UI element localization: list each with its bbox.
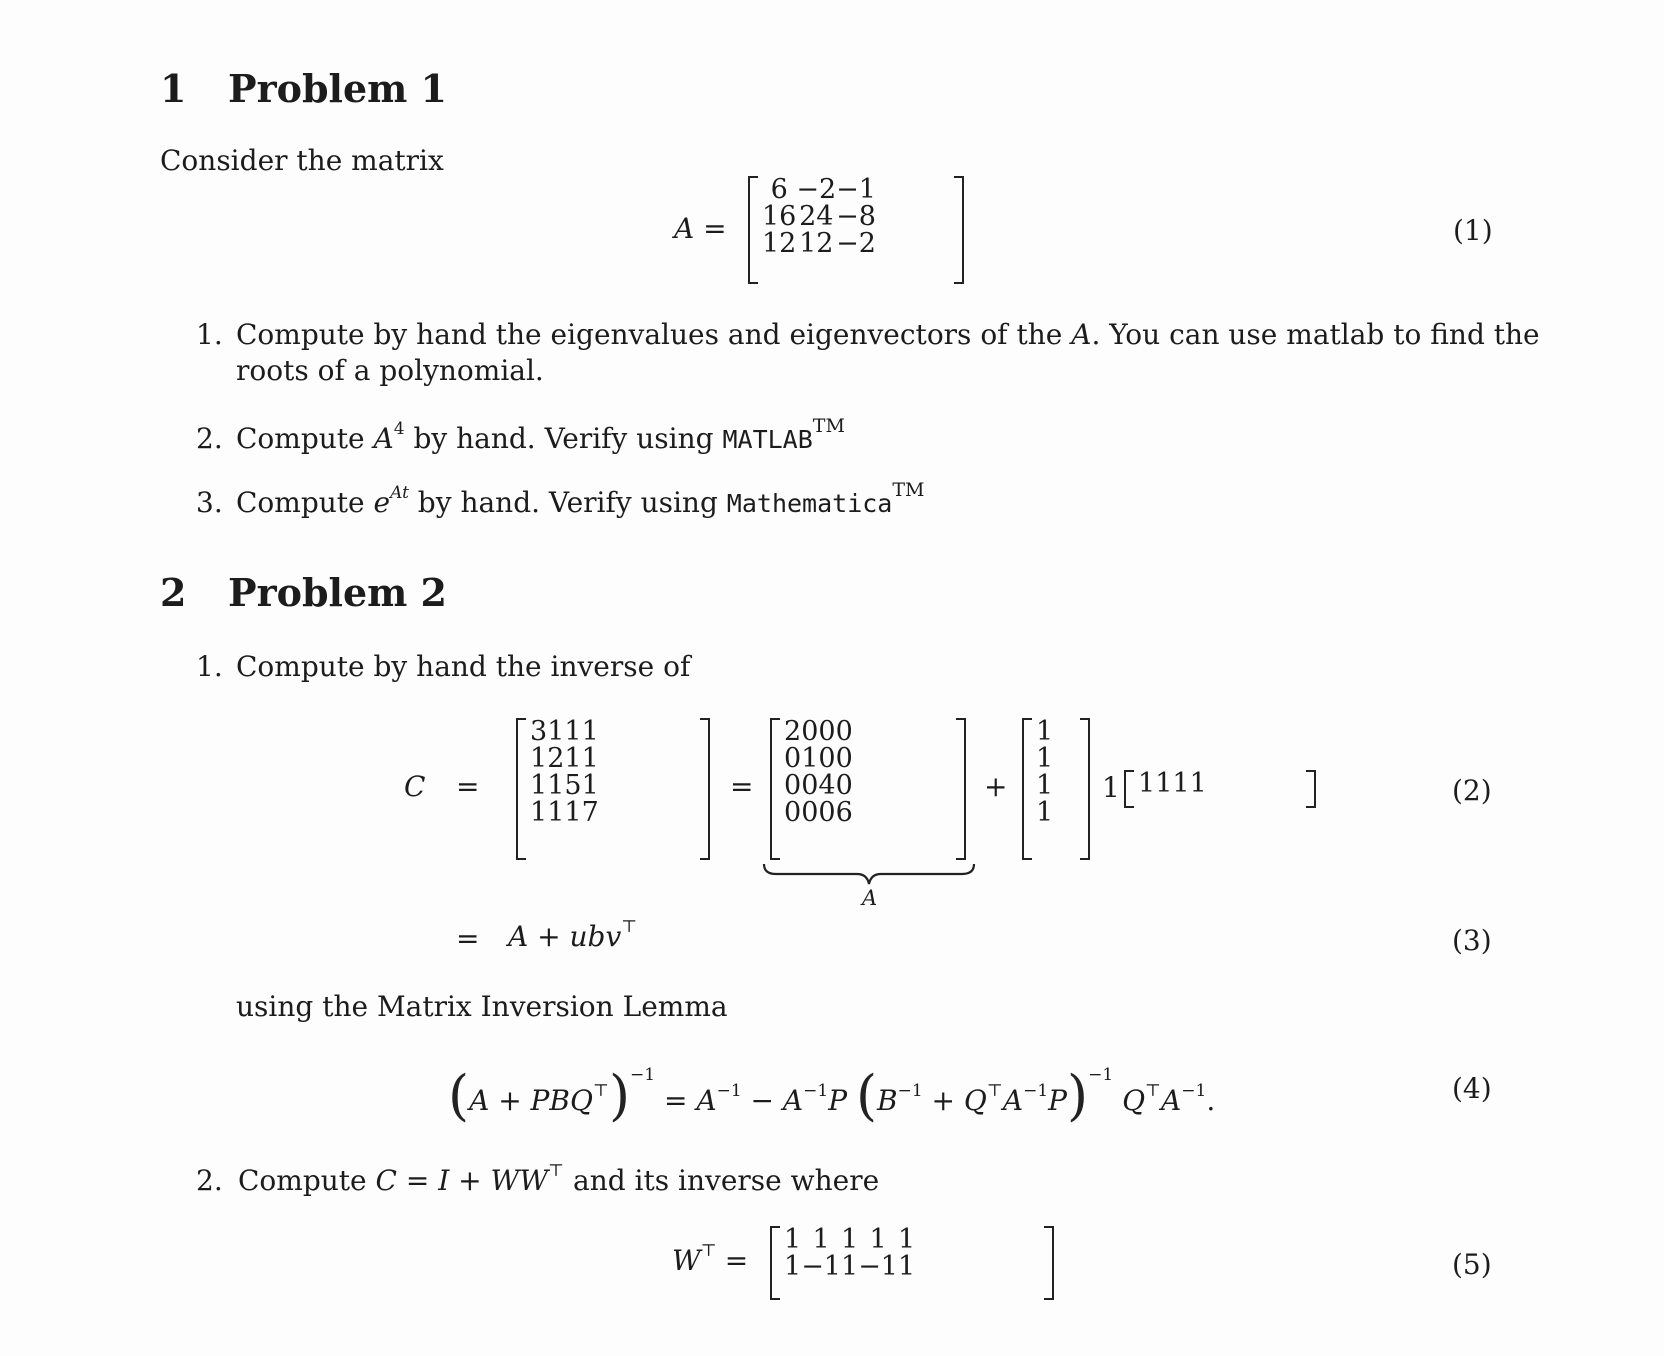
eq4-lhs-exp: −1 (630, 1065, 656, 1085)
eq1-matrix-table (762, 176, 876, 257)
s1-item3-tm: TM (892, 479, 925, 501)
s2-item1-number: 1. (196, 650, 223, 683)
matrix-cell: 0 (818, 743, 836, 774)
eq4-inner2-transpose: ⊤ (986, 1081, 1003, 1101)
eq5-number: (5) (1452, 1248, 1492, 1281)
s1-item2-tm: TM (812, 415, 845, 437)
eq4-rhs2-exp: −1 (803, 1081, 829, 1101)
s1-item1-line2: roots of a polynomial. (236, 354, 544, 387)
eq4-paren-close: ) (608, 1064, 631, 1127)
s1-item3-code: Mathematica (726, 489, 893, 518)
eq5-w: W (672, 1244, 701, 1277)
s1-item3-text (236, 479, 925, 519)
matrix-cell: 0 (801, 716, 819, 747)
s2-item2-number: 2. (196, 1164, 223, 1197)
matrix-cell: 1 (801, 743, 819, 774)
matrix-cell: 1 (869, 1224, 887, 1255)
matrix-cell: 0 (784, 797, 802, 828)
s1-item3-b: by hand. Verify using (408, 486, 727, 519)
matrix-cell: 5 (564, 770, 582, 801)
eq4-tail2: A (1161, 1084, 1182, 1117)
matrix-cell: −8 (836, 201, 876, 232)
eq4-rhs2b: P (828, 1084, 848, 1117)
matrix-cell: 1 (898, 1251, 916, 1282)
s1-item2-exp: 4 (393, 419, 405, 439)
eq3-transpose: ⊤ (621, 917, 638, 937)
s1-item1-text-a: Compute by hand the eigenvalues and eigenvectors of the (236, 318, 1072, 351)
eq2-equals-2: = (730, 770, 754, 803)
section-2-title: Problem 2 (228, 570, 448, 615)
s1-item2-number: 2. (196, 422, 223, 455)
eq4-paren-open: ( (448, 1064, 470, 1127)
s1-item2-b: by hand. Verify using (404, 422, 723, 455)
matrix-cell: −1 (858, 1251, 898, 1282)
eq3-rhs (508, 917, 638, 953)
matrix-cell: 1 (1155, 768, 1173, 799)
matrix-cell: 0 (801, 797, 819, 828)
matrix-cell: 1 (530, 797, 548, 828)
matrix-cell: 1 (841, 1251, 859, 1282)
matrix-cell: 1 (564, 716, 582, 747)
s1-item2-var: A (373, 422, 394, 455)
matrix-cell: −1 (836, 174, 876, 205)
eq2-number: (2) (1452, 774, 1492, 807)
matrix-cell: 0 (835, 743, 853, 774)
matrix-cell: 0 (784, 770, 802, 801)
s1-item3-number: 3. (196, 486, 223, 519)
eq5-equals: = (724, 1244, 749, 1277)
eq2-matrix-a-table (784, 718, 853, 826)
section-1-title: Problem 1 (228, 66, 448, 111)
eq4-rhs1-exp: −1 (716, 1081, 742, 1101)
eq2-matrix-c-table (530, 718, 599, 826)
matrix-cell: 1 (530, 743, 548, 774)
s1-item1-var: A (1071, 318, 1092, 351)
s1-item3-a: Compute (236, 486, 374, 519)
matrix-cell: 6 (770, 174, 788, 205)
matrix-cell: 1 (1138, 768, 1156, 799)
matrix-cell: 1 (1036, 716, 1054, 747)
matrix-cell: −1 (801, 1251, 841, 1282)
matrix-cell: 0 (818, 797, 836, 828)
section-1-intro: Consider the matrix (160, 144, 444, 177)
matrix-cell: 1 (581, 770, 599, 801)
eq1-number: (1) (1453, 214, 1493, 247)
matrix-cell: 0 (818, 716, 836, 747)
eq4-rhs2: − A (741, 1084, 804, 1117)
matrix-cell: 12 (799, 228, 834, 259)
eq2-plus: + (984, 770, 1008, 803)
matrix-cell: 12 (762, 228, 797, 259)
matrix-cell: 3 (530, 716, 548, 747)
matrix-cell: 2 (547, 743, 565, 774)
matrix-cell: 0 (784, 743, 802, 774)
eq4 (448, 1060, 1216, 1127)
eq2-matrix-c (516, 718, 710, 860)
matrix-cell: 6 (835, 797, 853, 828)
matrix-cell: −2 (796, 174, 837, 205)
matrix-cell: 0 (835, 716, 853, 747)
s2-item2-f: and its inverse where (564, 1164, 880, 1197)
underbrace (762, 862, 976, 886)
eq3-equals: = (456, 922, 480, 955)
matrix-cell: 1 (784, 1224, 802, 1255)
eq4-inner2: + Q (922, 1084, 987, 1117)
eq4-tail: Q (1122, 1084, 1146, 1117)
s1-item1-text-b: . You can use matlab to find the (1091, 318, 1540, 351)
eq4-inner-exp: −1 (897, 1081, 923, 1101)
matrix-cell: 1 (898, 1224, 916, 1255)
eq4-outer-exp: −1 (1088, 1065, 1114, 1085)
eq1-lhs: A = (674, 212, 727, 245)
eq2-vector-v (1124, 770, 1316, 808)
matrix-cell: 1 (530, 770, 548, 801)
matrix-cell: 1 (547, 770, 565, 801)
eq2-matrix-a (770, 718, 966, 860)
matrix-cell: 1 (1189, 768, 1207, 799)
matrix-cell: 1 (581, 716, 599, 747)
underbrace-label: A (862, 886, 878, 910)
s2-item2-eq: = (396, 1164, 439, 1197)
matrix-cell: −2 (836, 228, 876, 259)
eq5-lhs (672, 1241, 749, 1277)
matrix-cell: 1 (564, 743, 582, 774)
eq2-vector-v-table (1138, 770, 1207, 797)
eq4-inner3-exp: −1 (1023, 1081, 1049, 1101)
matrix-cell: 7 (581, 797, 599, 828)
matrix-cell: 1 (547, 716, 565, 747)
s2-item2-i: I (438, 1164, 450, 1197)
matrix-cell: 1 (1036, 770, 1054, 801)
eq4-tail-transpose: ⊤ (1145, 1081, 1162, 1101)
eq4-inner: B (877, 1084, 898, 1117)
matrix-cell: 16 (762, 201, 797, 232)
matrix-cell: 4 (818, 770, 836, 801)
matrix-cell: 1 (1172, 768, 1190, 799)
matrix-cell: 1 (784, 1251, 802, 1282)
matrix-cell: 1 (841, 1224, 859, 1255)
matrix-cell: 1 (812, 1224, 830, 1255)
eq4-rhs1: = A (663, 1084, 717, 1117)
matrix-cell: 0 (835, 770, 853, 801)
eq1-matrix (748, 176, 964, 284)
matrix-cell: 24 (799, 201, 834, 232)
eq2-vector-u (1022, 718, 1090, 860)
section-1-number: 1 (160, 66, 187, 111)
matrix-cell: 1 (1036, 743, 1054, 774)
matrix-cell: 1 (547, 797, 565, 828)
matrix-cell: 1 (1036, 797, 1054, 828)
eq4-paren2-open: ( (855, 1064, 878, 1127)
s2-item1-text: Compute by hand the inverse of (236, 650, 691, 683)
section-2-number: 2 (160, 570, 187, 615)
matrix-cell: 1 (564, 797, 582, 828)
eq2-vector-u-table (1036, 718, 1053, 826)
lemma-text: using the Matrix Inversion Lemma (236, 990, 728, 1023)
eq3-number: (3) (1452, 924, 1492, 957)
matrix-cell: 0 (801, 770, 819, 801)
eq2-equals-1: = (456, 770, 480, 803)
eq3-a: A (508, 920, 529, 953)
eq5-transpose: ⊤ (700, 1241, 717, 1261)
s2-item2-c: C (375, 1164, 397, 1197)
eq5-matrix (770, 1226, 1054, 1300)
eq3-ubv: ubv (569, 920, 622, 953)
eq4-tail2-exp: −1 (1181, 1081, 1207, 1101)
matrix-cell: 2 (784, 716, 802, 747)
s1-item1-line1 (236, 318, 1540, 351)
matrix-cell: 1 (581, 743, 599, 774)
eq4-inner4: P (1048, 1084, 1068, 1117)
s1-item3-var: e (373, 486, 391, 519)
eq4-number: (4) (1452, 1072, 1492, 1105)
eq4-inner3: A (1002, 1084, 1024, 1117)
eq5-matrix-table (784, 1226, 915, 1280)
s1-item3-exp: At (390, 483, 409, 503)
s2-item2-text (238, 1161, 880, 1197)
eq3-plus: + (528, 920, 570, 953)
s1-item1-number: 1. (196, 318, 223, 351)
eq4-lhs-transpose: ⊤ (592, 1081, 609, 1101)
s2-item2-a: Compute (238, 1164, 376, 1197)
eq2-scalar: 1 (1102, 771, 1120, 804)
s2-item2-transpose: ⊤ (548, 1161, 565, 1181)
eq4-period: . (1206, 1084, 1216, 1117)
s1-item2-a: Compute (236, 422, 374, 455)
s1-item2-text (236, 415, 845, 455)
eq4-lhs-inner: A + PBQ (469, 1084, 593, 1117)
eq4-paren2-close: ) (1067, 1064, 1089, 1127)
s2-item2-ww: + WW (449, 1164, 549, 1197)
s1-item2-code: MATLAB (722, 425, 813, 454)
eq2-lhs: C (404, 770, 426, 803)
